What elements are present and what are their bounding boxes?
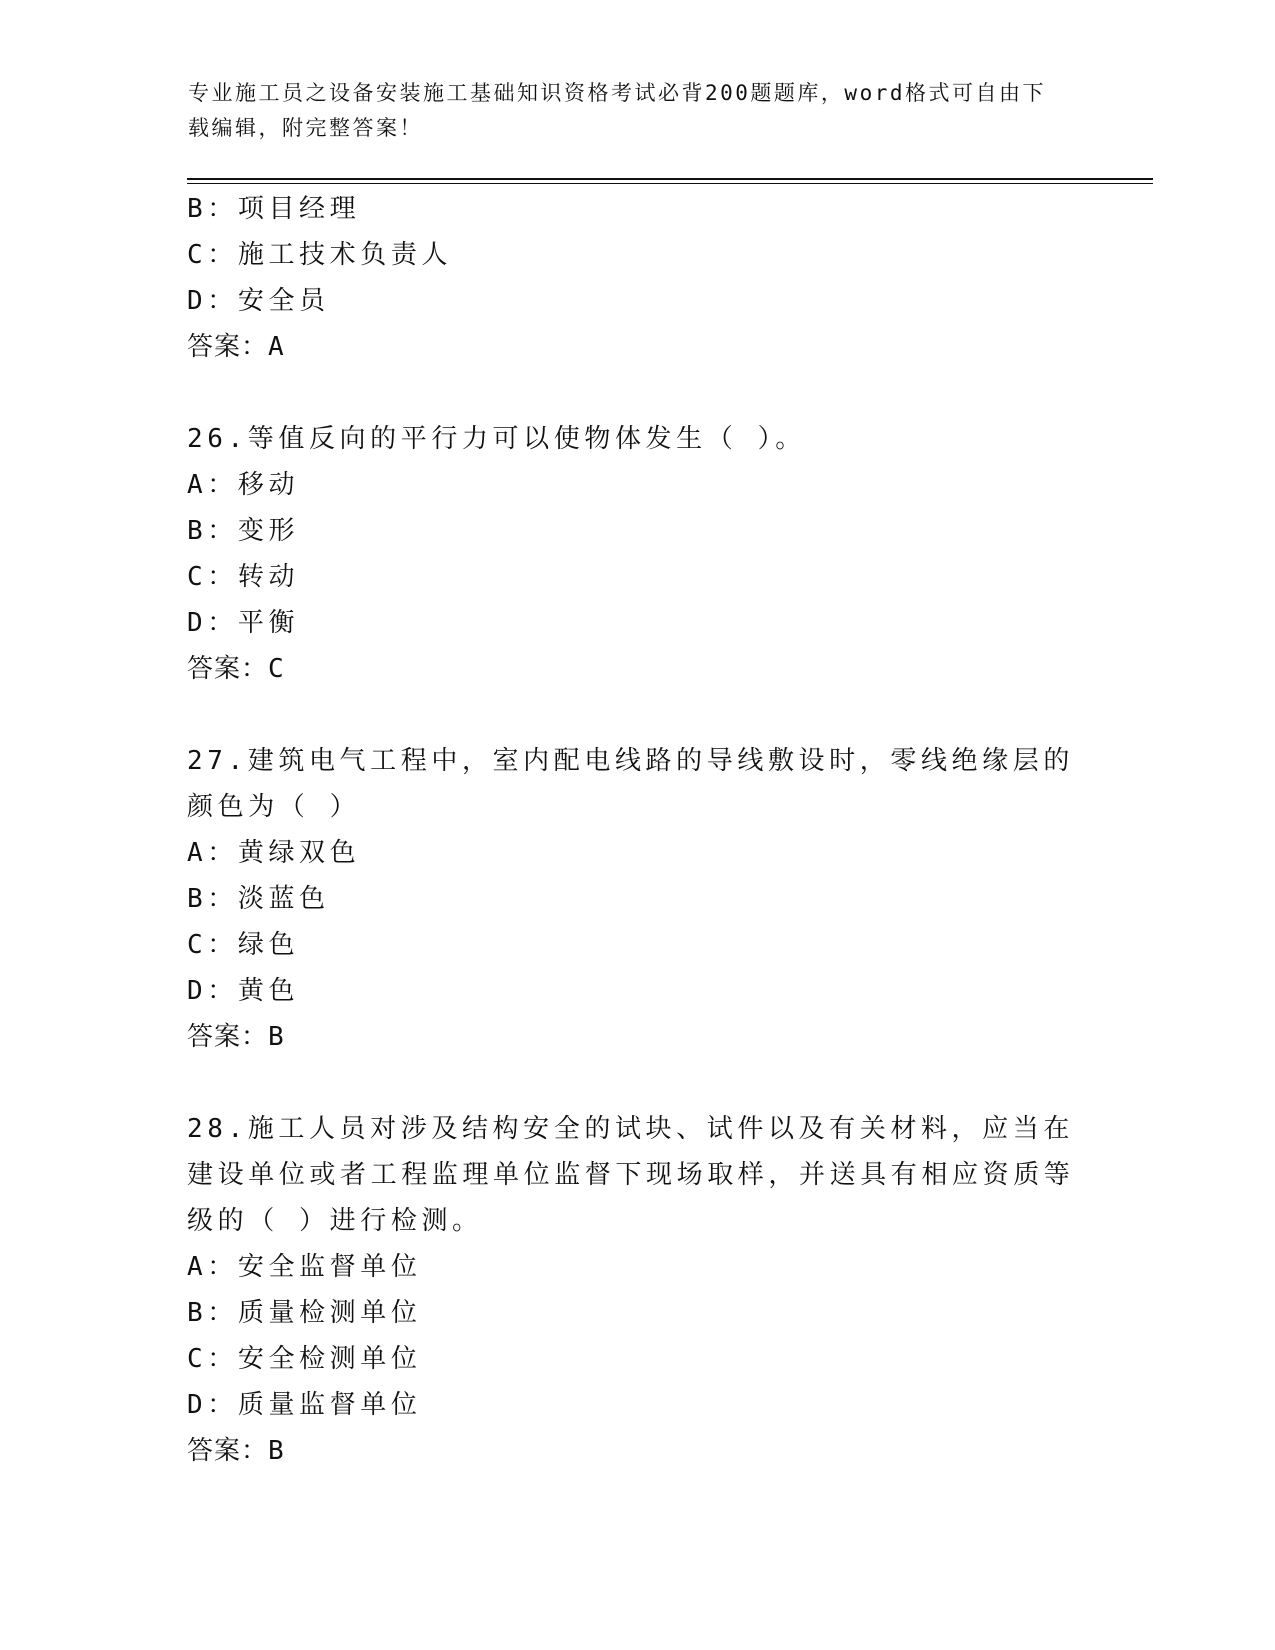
- header-divider-thin: [187, 183, 1153, 184]
- answer-line: 答案：B: [187, 1022, 285, 1052]
- question-list: [187, 186, 1077, 1474]
- option-b: B：变形: [187, 516, 300, 546]
- answer-line: 答案：A: [187, 332, 285, 362]
- option-c: C：安全检测单位: [187, 1344, 422, 1374]
- header-divider-thick: [187, 178, 1153, 180]
- option-c: C：施工技术负责人: [187, 240, 453, 270]
- option-c: C：转动: [187, 562, 300, 592]
- document-header: 专业施工员之设备安装施工基础知识资格考试必背200题题库，word格式可自由下载编辑，附完整答案！: [188, 81, 1046, 140]
- option-d: D：安全员: [187, 286, 330, 316]
- option-b: B：淡蓝色: [187, 884, 330, 914]
- question-27-text: 27.建筑电气工程中，室内配电线路的导线敷设时，零线绝缘层的颜色为（ ）: [187, 746, 1074, 822]
- option-a: A：安全监督单位: [187, 1252, 422, 1282]
- option-d: D：质量监督单位: [187, 1390, 422, 1420]
- option-a: A：黄绿双色: [187, 838, 361, 868]
- question-26-text: 26.等值反向的平行力可以使物体发生（ ）。: [187, 424, 806, 454]
- option-d: D：黄色: [187, 976, 300, 1006]
- option-b: B：项目经理: [187, 194, 361, 224]
- option-d: D：平衡: [187, 608, 300, 638]
- option-b: B：质量检测单位: [187, 1298, 422, 1328]
- answer-line: 答案：B: [187, 1436, 285, 1466]
- answer-line: 答案：C: [187, 654, 285, 684]
- question-28-text: 28.施工人员对涉及结构安全的试块、试件以及有关材料，应当在建设单位或者工程监理单位监督下现场取样，并送具有相应资质等级的（ ）进行检测。: [187, 1114, 1075, 1236]
- option-a: A：移动: [187, 470, 300, 500]
- option-c: C：绿色: [187, 930, 300, 960]
